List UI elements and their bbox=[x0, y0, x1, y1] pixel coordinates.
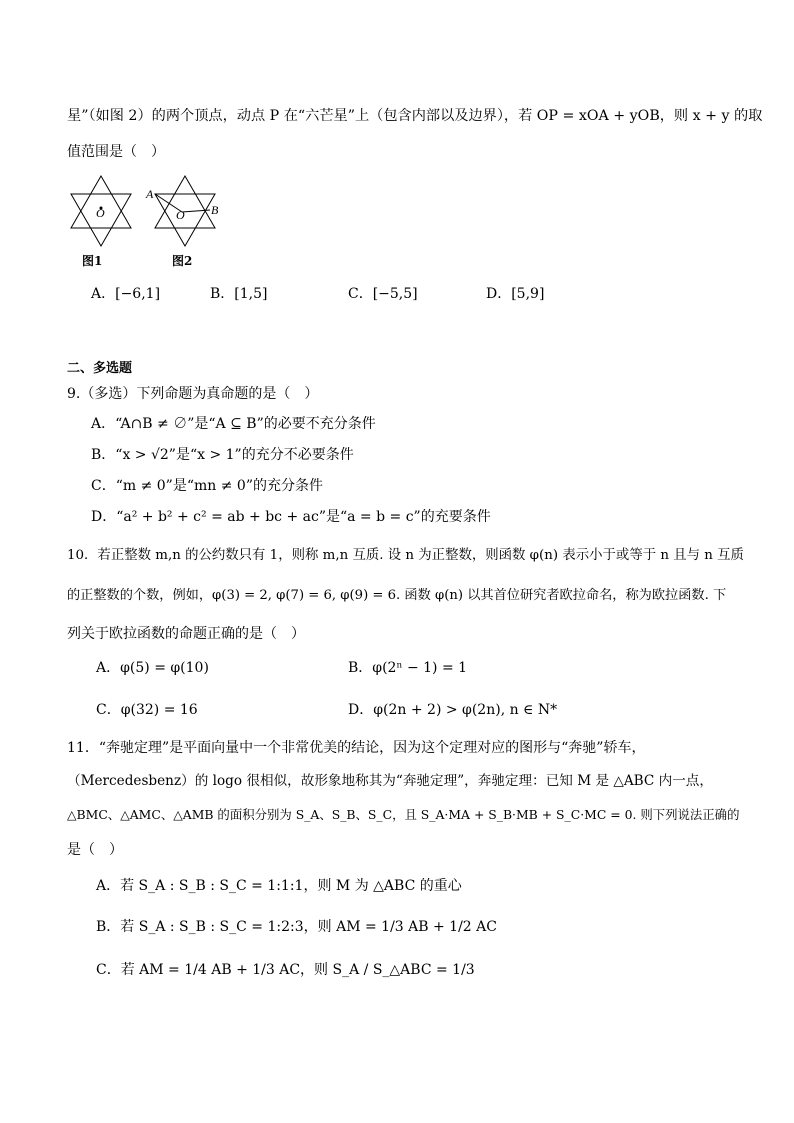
label-b: B bbox=[211, 203, 219, 217]
q11-option-c: C．若 AM = 1/4 AB + 1/3 AC，则 S_A / S_△ABC = 1/3 bbox=[96, 962, 475, 978]
q9-option-a: A．“A∩B ≠ ∅”是“A ⊆ B”的必要不充分条件 bbox=[91, 416, 376, 432]
q11-line3: △BMC、△AMC、△AMB 的面积分别为 S_A、S_B、S_C，且 S_A·MA + S_B·MB + S_C·MC = 0. 则下列说法正确的 bbox=[67, 807, 740, 822]
q10-line3: 列关于欧拉函数的命题正确的是（ ） bbox=[67, 626, 305, 642]
q10-option-a: A．φ(5) = φ(10) bbox=[96, 660, 209, 676]
q8-option-b: B．[1,5] bbox=[210, 286, 268, 302]
q10-option-d: D．φ(2n + 2) > φ(2n), n ∈ N* bbox=[348, 702, 558, 718]
q11-option-a: A．若 S_A : S_B : S_C = 1:1:1，则 M 为 △ABC 的重心 bbox=[96, 878, 462, 894]
q10-option-b: B．φ(2ⁿ − 1) = 1 bbox=[348, 660, 468, 676]
q10-line1: 10．若正整数 m,n 的公约数只有 1，则称 m,n 互质. 设 n 为正整数，则函数 φ(n) 表示小于或等于 n 且与 n 互质 bbox=[67, 548, 744, 563]
q9-option-d: D．“a² + b² + c² = ab + bc + ac”是“a = b = c”的充要条件 bbox=[91, 509, 491, 525]
caption-fig2: 图2 bbox=[172, 254, 193, 268]
q8-line2: 值范围是（ ） bbox=[67, 144, 165, 160]
q8-line1: 星”（如图 2）的两个顶点，动点 P 在“六芒星”上（包含内部以及边界），若 OP = xOA + yOB，则 x + y 的取 bbox=[67, 108, 763, 124]
section-title: 二、多选题 bbox=[67, 361, 133, 376]
q9-stem: 9.（多选）下列命题为真命题的是（ ） bbox=[67, 386, 319, 402]
q8-option-c: C．[−5,5] bbox=[348, 286, 418, 302]
q8-option-d: D．[5,9] bbox=[486, 286, 545, 302]
caption-fig1: 图1 bbox=[82, 254, 103, 268]
label-o-fig2: O bbox=[176, 208, 185, 222]
q11-line4: 是（ ） bbox=[67, 842, 123, 858]
label-o-fig1: O bbox=[96, 206, 105, 220]
label-a: A bbox=[146, 187, 154, 201]
q10-option-c: C．φ(32) = 16 bbox=[96, 702, 198, 718]
q11-line1: 11．“奔驰定理”是平面向量中一个非常优美的结论，因为这个定理对应的图形与“奔驰”轿车， bbox=[67, 740, 646, 756]
q11-line2: （Mercedesbenz）的 logo 很相似，故形象地称其为“奔驰定理”，奔驰定理：已知 M 是 △ABC 内一点， bbox=[67, 773, 713, 789]
q10-line2: 的正整数的个数，例如，φ(3) = 2, φ(7) = 6, φ(9) = 6. 函数 φ(n) 以其首位研究者欧拉命名，称为欧拉函数. 下 bbox=[67, 588, 727, 603]
q9-option-b: B．“x > √2”是“x > 1”的充分不必要条件 bbox=[91, 447, 354, 463]
hexagram-figures bbox=[68, 172, 238, 272]
q8-option-a: A．[−6,1] bbox=[91, 286, 161, 302]
q9-option-c: C．“m ≠ 0”是“mn ≠ 0”的充分条件 bbox=[91, 478, 323, 494]
q11-option-b: B．若 S_A : S_B : S_C = 1:2:3，则 AM = 1/3 AB + 1/2 AC bbox=[96, 919, 497, 935]
